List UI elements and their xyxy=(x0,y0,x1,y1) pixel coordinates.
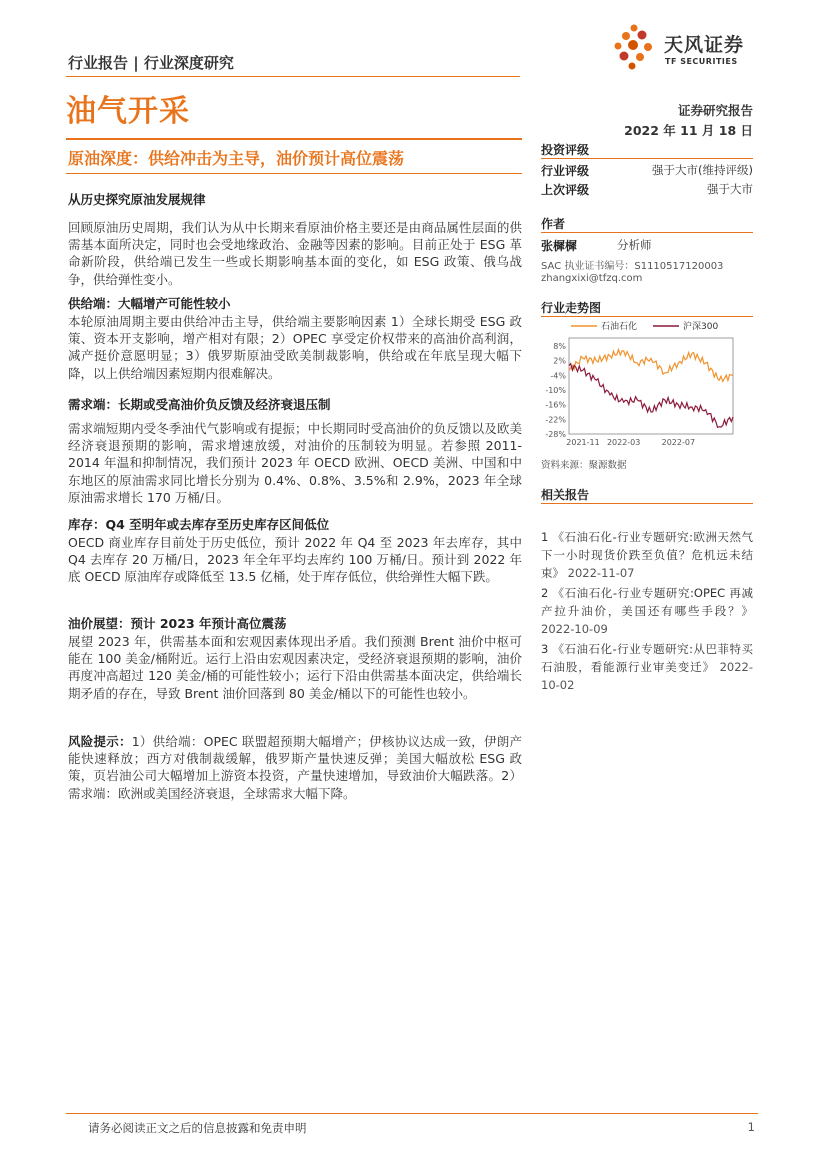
related-item[interactable] xyxy=(541,584,753,638)
author-title: 作者 xyxy=(541,217,566,231)
logo-name-en: TF SECURITIES xyxy=(665,57,738,66)
related-rule xyxy=(541,503,753,504)
trend-chart xyxy=(541,318,753,450)
footer-disclaimer: 请务必阅读正文之后的信息披露和免责申明 xyxy=(88,1121,307,1135)
section-heading: 油价展望：预计 2023 年预计高位震荡 xyxy=(68,616,287,631)
rating-rule xyxy=(541,158,753,159)
risk-label: 风险提示： xyxy=(68,734,132,749)
section-text: 本轮原油周期主要由供给冲击主导，供给端主要影响因素 1）全球长期受 ESG 政策、资本开支影响，增产相对有限；2）OPEC 享受定价权带来的高油价高利润，减产挺价意愿明显；3）俄罗斯原油受欧美制裁影响，供给或在年底呈现大幅下降，以上供给端因素短期内很难解决。 xyxy=(68,314,522,381)
chart-lines xyxy=(569,350,733,428)
report-title: 原油深度：供给冲击为主导，油价预计高位震荡 xyxy=(68,149,405,168)
doc-type: 行业报告 | 行业深度研究 xyxy=(68,54,234,72)
related-item-text[interactable]: 1 《石油石化-行业专题研究:欧洲天然气下一小时现货价跌至负值？危机远未结束》 xyxy=(541,530,753,580)
related-list xyxy=(541,528,753,694)
author-info xyxy=(541,237,753,284)
rating-block xyxy=(541,141,753,158)
x-tick-label: 2021-11 xyxy=(566,438,600,447)
y-tick-label: -22% xyxy=(545,415,566,425)
author-role: 分析师 xyxy=(617,238,652,252)
related-block xyxy=(541,486,753,503)
author-name: 张樨樨 xyxy=(541,239,578,253)
plot-frame xyxy=(569,338,733,434)
chart-axes xyxy=(545,338,733,447)
section-heading: 供给端：大幅增产可能性较小 xyxy=(68,296,231,311)
section-inventory xyxy=(68,516,522,586)
related-item[interactable] xyxy=(541,640,753,694)
y-tick-label: -4% xyxy=(550,371,566,381)
section-heading: 库存：Q4 至明年或去库存至历史库存区间低位 xyxy=(68,517,330,532)
y-tick-label: -28% xyxy=(545,430,566,439)
legend-label: 石油石化 xyxy=(601,322,638,332)
trend-rule xyxy=(541,316,753,317)
series-line xyxy=(569,364,733,428)
x-tick-label: 2022-03 xyxy=(606,438,641,447)
trend-block xyxy=(541,299,753,316)
section-history xyxy=(68,191,522,288)
header-divider xyxy=(66,76,520,77)
industry-title: 油气开采 xyxy=(66,94,190,129)
y-tick-label: 2% xyxy=(553,356,566,366)
page-number: 1 xyxy=(747,1120,755,1134)
section-demand xyxy=(68,396,522,506)
related-item[interactable] xyxy=(541,528,753,582)
industry-rating-value: 强于大市(维持评级) xyxy=(652,163,753,177)
chart-legend xyxy=(571,320,718,332)
report-kind: 证券研究报告 xyxy=(677,103,753,118)
related-item-date: 2022-10-02 xyxy=(541,660,754,692)
section-text: OECD 商业库存目前处于历史低位，预计 2022 年 Q4 至 2023 年去库存，其中 Q4 去库存 20 万桶/日，2023 年全年平均去库约 100 万桶/日。预计到 2022 年底 OECD 原油库存或降低至 13.5 亿桶，处于库存低位，供给弹性大幅下跌。 xyxy=(68,535,522,585)
industry-rating-row xyxy=(541,162,753,179)
section-heading: 从历史探究原油发展规律 xyxy=(68,192,206,207)
section-text: 展望 2023 年，供需基本面和宏观因素体现出矛盾。我们预测 Brent 油价中枢可能在 100 美金/桶附近。运行上沿由宏观因素决定，受经济衰退预期的影响，油价再度冲高超过 120 美金/桶的可能性较小；运行下沿由供需基本面决定，供给端长期矛盾的存在，导致 Brent 油价回落到 80 美金/桶以下的可能性也较小。 xyxy=(68,634,522,701)
section-text: 需求端短期内受冬季油代气影响或有提振；中长期同时受高油价的负反馈以及欧美经济衰退预期的影响，需求增速放缓，对油价的压制较为明显。若参照 2011-2014 年温和抑制情况，我们预计 2023 年 OECD 欧洲、OECD 美洲、中国和中东地区的原油需求同比增长分别为 0.4%、0.8%、3.5%和 2.9%，2023 年全球原油需求增长 170 万桶/日。 xyxy=(68,421,522,505)
section-supply xyxy=(68,295,522,382)
related-item-text[interactable]: 2 《石油石化-行业专题研究:OPEC 再减产拉升油价，美国还有哪些手段？》 xyxy=(541,586,753,618)
footer-rule xyxy=(66,1113,758,1114)
author-rule xyxy=(541,232,753,233)
related-item-date: 2022-11-07 xyxy=(567,566,635,580)
related-item-text[interactable]: 3 《石油石化-行业专题研究:从巴菲特买石油股，看能源行业审美变迁》 xyxy=(541,642,753,674)
related-title: 相关报告 xyxy=(541,488,590,502)
legend-label: 沪深300 xyxy=(683,322,719,332)
section-outlook xyxy=(68,615,522,702)
y-tick-label: 8% xyxy=(553,342,566,351)
y-tick-label: -10% xyxy=(545,386,566,395)
title-bottom-rule xyxy=(66,173,522,174)
author-email[interactable]: zhangxixi@tfzq.com xyxy=(541,273,643,284)
trend-title: 行业走势图 xyxy=(541,301,602,315)
rating-title: 投资评级 xyxy=(541,143,590,157)
author-block xyxy=(541,215,753,232)
x-tick-label: 2022-07 xyxy=(661,438,696,447)
logo-name-cn: 天风证券 xyxy=(664,34,745,56)
section-risk xyxy=(68,733,522,802)
chart-source: 资料来源：聚源数据 xyxy=(541,460,627,471)
author-sac: SAC 执业证书编号：S1110517120003 xyxy=(541,261,724,272)
related-item-date: 2022-10-09 xyxy=(541,622,608,636)
title-top-rule xyxy=(66,138,522,140)
prev-rating-label: 上次评级 xyxy=(541,183,590,197)
industry-rating-label: 行业评级 xyxy=(541,164,590,178)
section-heading: 需求端：长期或受高油价负反馈及经济衰退压制 xyxy=(68,397,331,412)
prev-rating-row xyxy=(541,181,753,198)
risk-text: 1）供给端：OPEC 联盟超预期大幅增产；伊核协议达成一致，伊朗产能快速释放；西方对俄制裁缓解，俄罗斯产量快速反弹；美国大幅放松 ESG 政策，页岩油公司大幅增加上游资本投资，产量快速增加，导致油价大幅跌落。2）需求端：欧洲或美国经济衰退，全球需求大幅下降。 xyxy=(68,734,522,801)
y-tick-label: -16% xyxy=(545,400,566,410)
prev-rating-value: 强于大市 xyxy=(707,182,753,196)
logo-mark-icon xyxy=(612,22,662,72)
section-text: 回顾原油历史周期，我们认为从中长期来看原油价格主要还是由商品属性层面的供需基本面所决定，同时也会受地缘政治、金融等因素的影响。目前正处于 ESG 革命新阶段，供给端已发生一些或长期影响基本面的变化，如 ESG 政策、俄乌战争，供给弹性变小。 xyxy=(68,220,522,287)
report-date: 2022 年 11 月 18 日 xyxy=(624,123,753,138)
